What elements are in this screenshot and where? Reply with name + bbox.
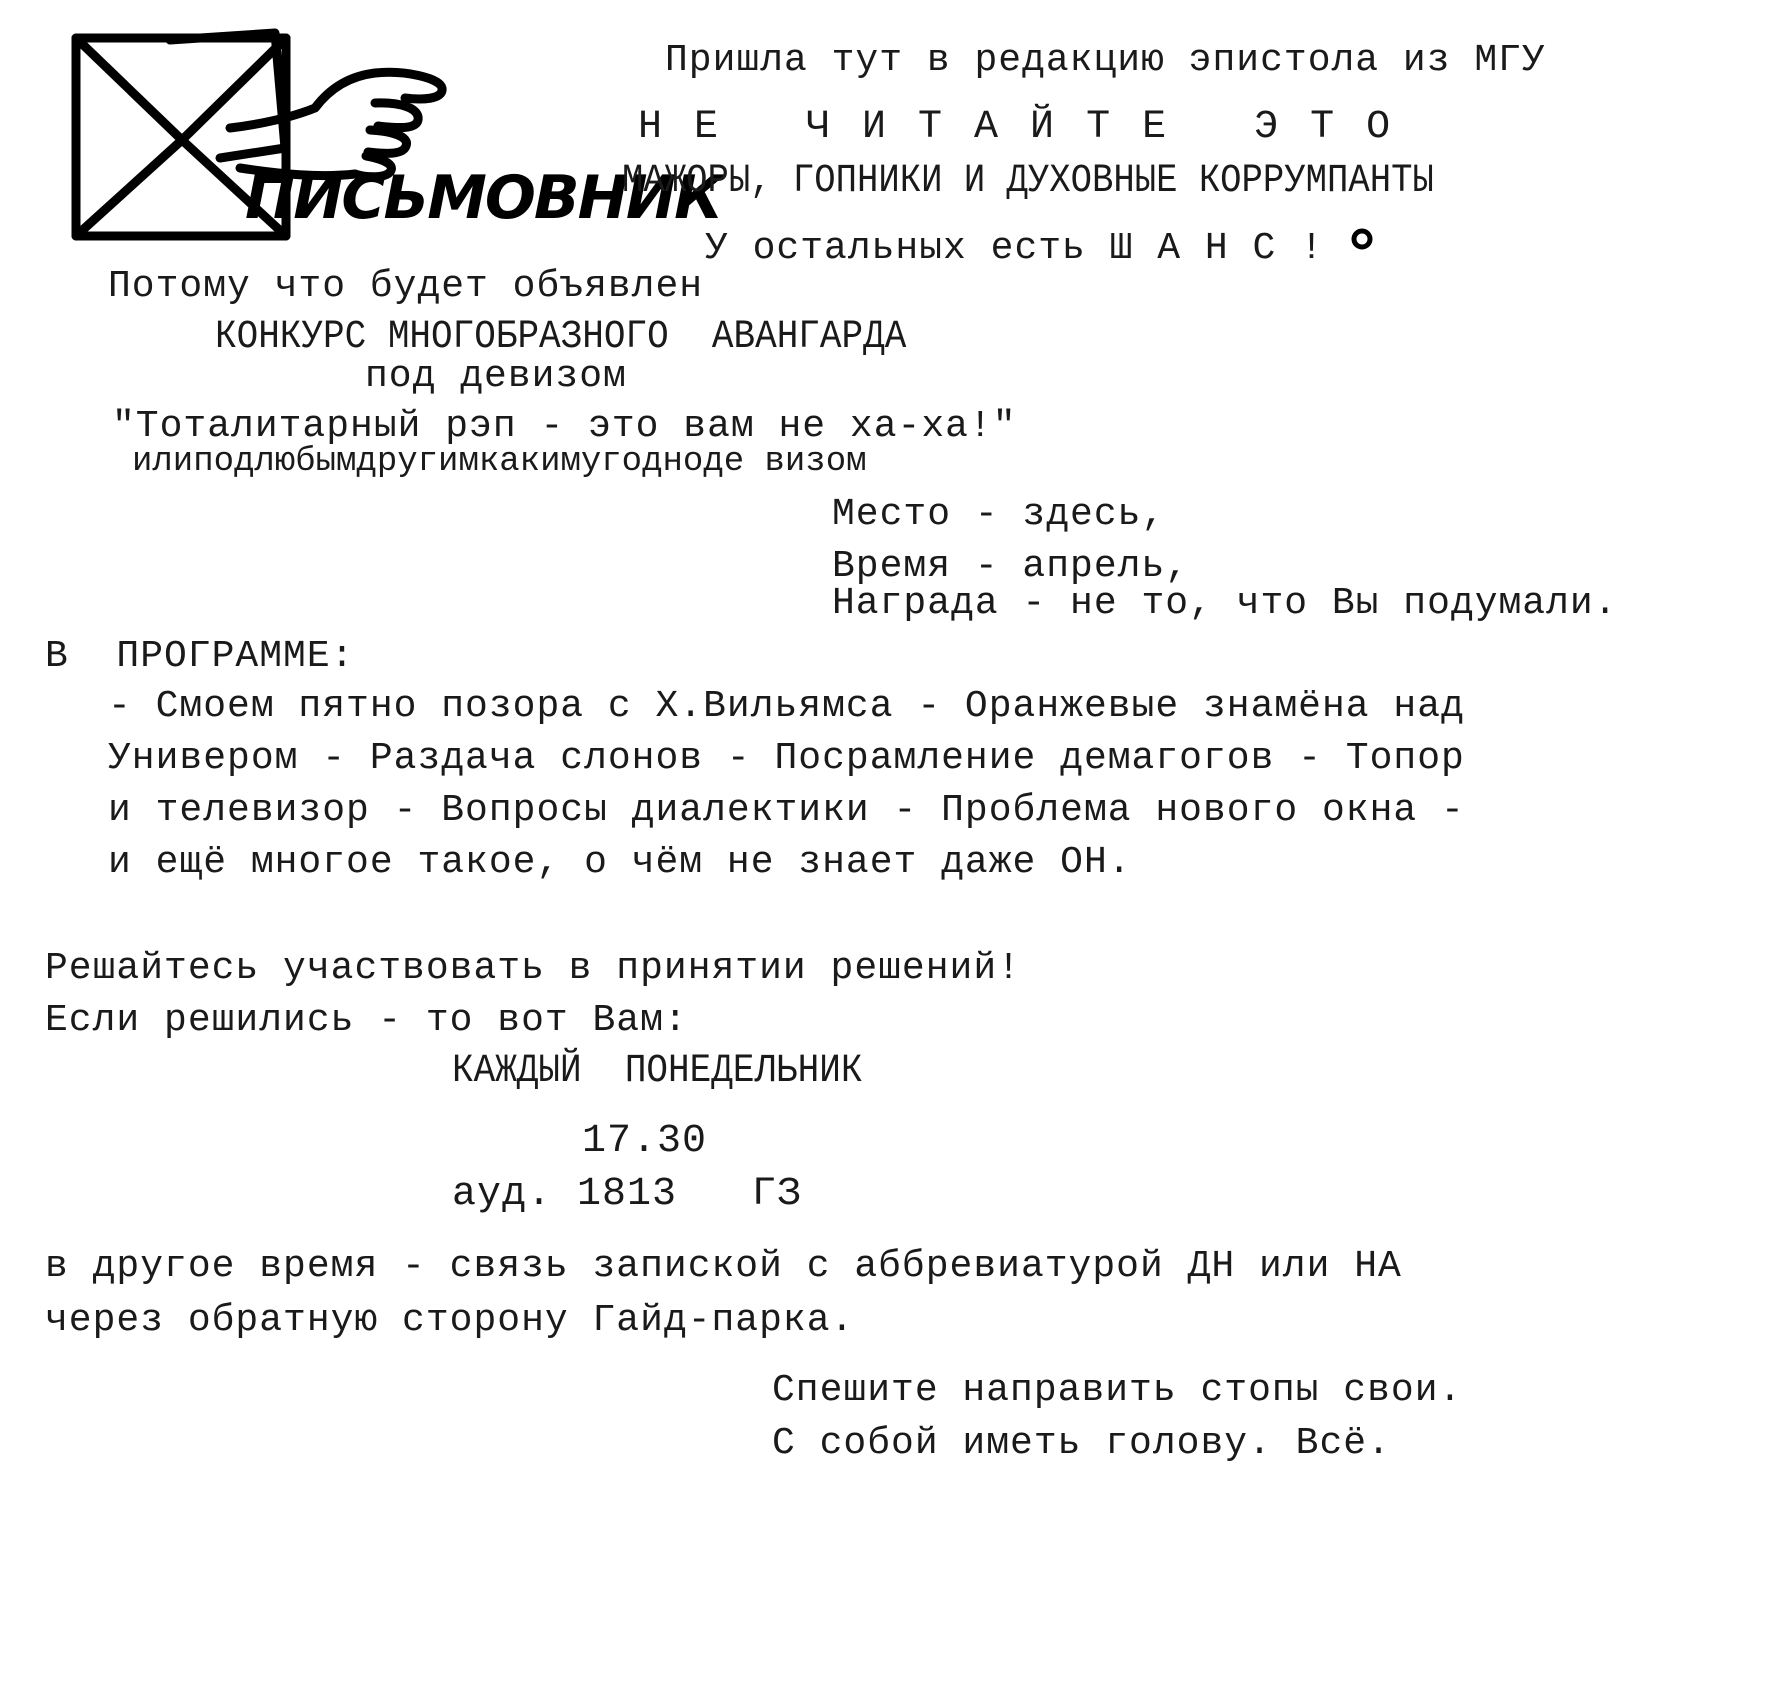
header-addressees: МАЖОРЫ, ГОПНИКИ И ДУХОВНЫЕ КОРРУМПАНТЫ	[622, 159, 1434, 204]
program-line: и ещё многое такое, о чём не знает даже ОН.	[108, 841, 1132, 884]
program-heading: В ПРОГРАММЕ:	[45, 635, 355, 678]
logo-wordmark: ПИСЬМОВНИК	[245, 163, 722, 233]
program-line: и телевизор - Вопросы диалектики - Проблема нового окна -	[108, 789, 1465, 832]
room: ауд. 1813 ГЗ	[452, 1172, 803, 1217]
handwritten-mark	[1330, 210, 1356, 236]
place: Место - здесь,	[832, 493, 1166, 536]
time: Время - апрель,	[832, 545, 1190, 588]
closing-line1: Спешите направить стопы свои.	[772, 1369, 1463, 1412]
header-chance: У остальных есть Ш А Н С !	[705, 227, 1324, 270]
program-line: - Смоем пятно позора с Х.Вильямса - Оранжевые знамёна над	[108, 685, 1465, 728]
under-motto: под девизом	[365, 355, 627, 398]
header-intro: Пришла тут в редакцию эпистола из МГУ	[665, 39, 1546, 82]
schedule: КАЖДЫЙ ПОНЕДЕЛЬНИК	[452, 1049, 863, 1094]
closing-line2: С собой иметь голову. Всё.	[772, 1422, 1391, 1465]
contact-line2: через обратную сторону Гайд-парка.	[45, 1299, 855, 1342]
program-line: Универом - Раздача слонов - Посрамление демагогов - Топор	[108, 737, 1465, 780]
contest-title: КОНКУРС МНОГОБРАЗНОГО АВАНГАРДА	[215, 315, 907, 360]
prize: Награда - не то, что Вы подумали.	[832, 582, 1618, 625]
header-warning: Н Е Ч И Т А Й Т Е Э Т О	[638, 105, 1395, 150]
announcement-lead: Потому что будет объявлен	[108, 265, 704, 308]
logo	[70, 28, 722, 248]
call-line1: Решайтесь участвовать в принятии решений!	[45, 947, 1021, 990]
call-line2: Если решились - то вот Вам:	[45, 999, 688, 1042]
contact-line1: в другое время - связь запиской с аббревиатурой ДН или НА	[45, 1245, 1402, 1288]
motto-alt: илиподлюбымдругимкакимугодноде визом	[132, 443, 867, 481]
hour: 17.30	[582, 1119, 708, 1164]
motto: "Тоталитарный рэп - это вам не ха-ха!"	[112, 405, 1017, 448]
